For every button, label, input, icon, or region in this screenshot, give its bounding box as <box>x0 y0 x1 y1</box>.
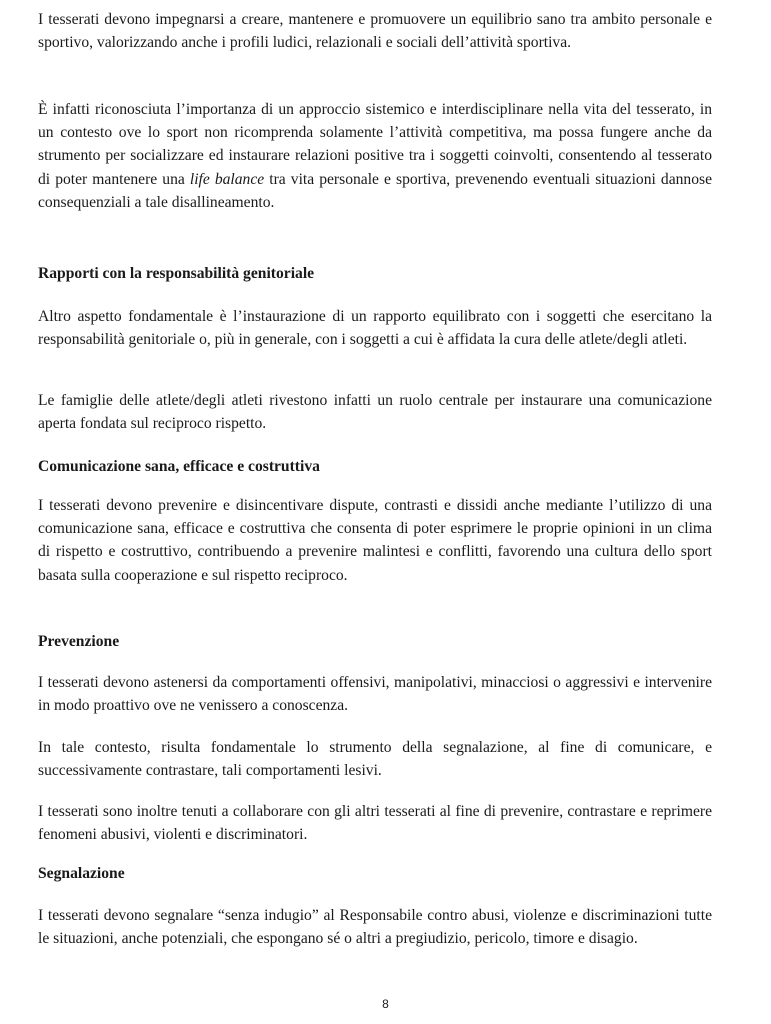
section-heading-segnalazione: Segnalazione <box>38 865 125 882</box>
paragraph-rapporto-equilibrato: Altro aspetto fondamentale è l’instaurazione di un rapporto equilibrato con i soggetti che esercitano la responsabilità genitoriale o, più in generale, con i soggetti a cui è affidata la cura delle atlete/degli atleti. <box>38 308 712 349</box>
page-number: 8 <box>382 997 389 1011</box>
section-heading-prevenzione: Prevenzione <box>38 633 120 650</box>
paragraph-approccio-sistemico <box>38 98 712 214</box>
paragraph-segnalare: I tesserati devono segnalare “senza indugio” al Responsabile contro abusi, violenze e discriminazioni tutte le situazioni, anche potenziali, che espongano sé o altri a pregiudizio, pericolo, timore e disagio. <box>38 907 712 948</box>
paragraph-equilibrio: I tesserati devono impegnarsi a creare, mantenere e promuovere un equilibrio sano tra ambito personale e sportivo, valorizzando anche i profili ludici, relazionali e sociali dell’attività sportiva. <box>38 11 712 52</box>
paragraph-astenersi: I tesserati devono astenersi da comportamenti offensivi, manipolativi, minacciosi o aggressivi e intervenire in modo proattivo ove ne venissero a conoscenza. <box>38 674 712 715</box>
paragraph-collaborare: I tesserati sono inoltre tenuti a collaborare con gli altri tesserati al fine di prevenire, contrastare e reprimere fenomeni abusivi, violenti e discriminatori. <box>38 803 712 844</box>
italic-term: life balance <box>189 170 265 188</box>
paragraph-text: tra vita personale e sportiva, prevenendo eventuali situazioni dannose consequenziali a tale disallineamento. <box>38 170 712 211</box>
paragraph-comunicazione: I tesserati devono prevenire e disincentivare dispute, contrasti e dissidi anche mediante l’utilizzo di una comunicazione sana, efficace e costruttiva che consenta di poter esprimere le proprie opinioni in un clima di rispetto e costruttivo, contribuendo a prevenire malintesi e conflitti, favorendo una cultura dello sport basata sulla cooperazione e sul rispetto reciproco. <box>38 497 712 584</box>
paragraph-text: È infatti riconosciuta l’importanza di un approccio sistemico e interdisciplinare nella vita del tesserato, in un contesto ove lo sport non ricomprenda solamente l’attività competitiva, ma possa fungere anche da strumento per socializzare ed instaurare relazioni positive tra i soggetti coinvolti, consentendo al tesserato di poter mantenere una <box>38 101 712 188</box>
paragraph-famiglie: Le famiglie delle atlete/degli atleti rivestono infatti un ruolo centrale per instaurare una comunicazione aperta fondata sul reciproco rispetto. <box>38 392 712 433</box>
section-heading-comunicazione: Comunicazione sana, efficace e costruttiva <box>38 458 320 475</box>
section-heading-responsabilita-genitoriale: Rapporti con la responsabilità genitoriale <box>38 265 315 282</box>
paragraph-segnalazione-strumento: In tale contesto, risulta fondamentale lo strumento della segnalazione, al fine di comunicare, e successivamente contrastare, tali comportamenti lesivi. <box>38 739 712 780</box>
